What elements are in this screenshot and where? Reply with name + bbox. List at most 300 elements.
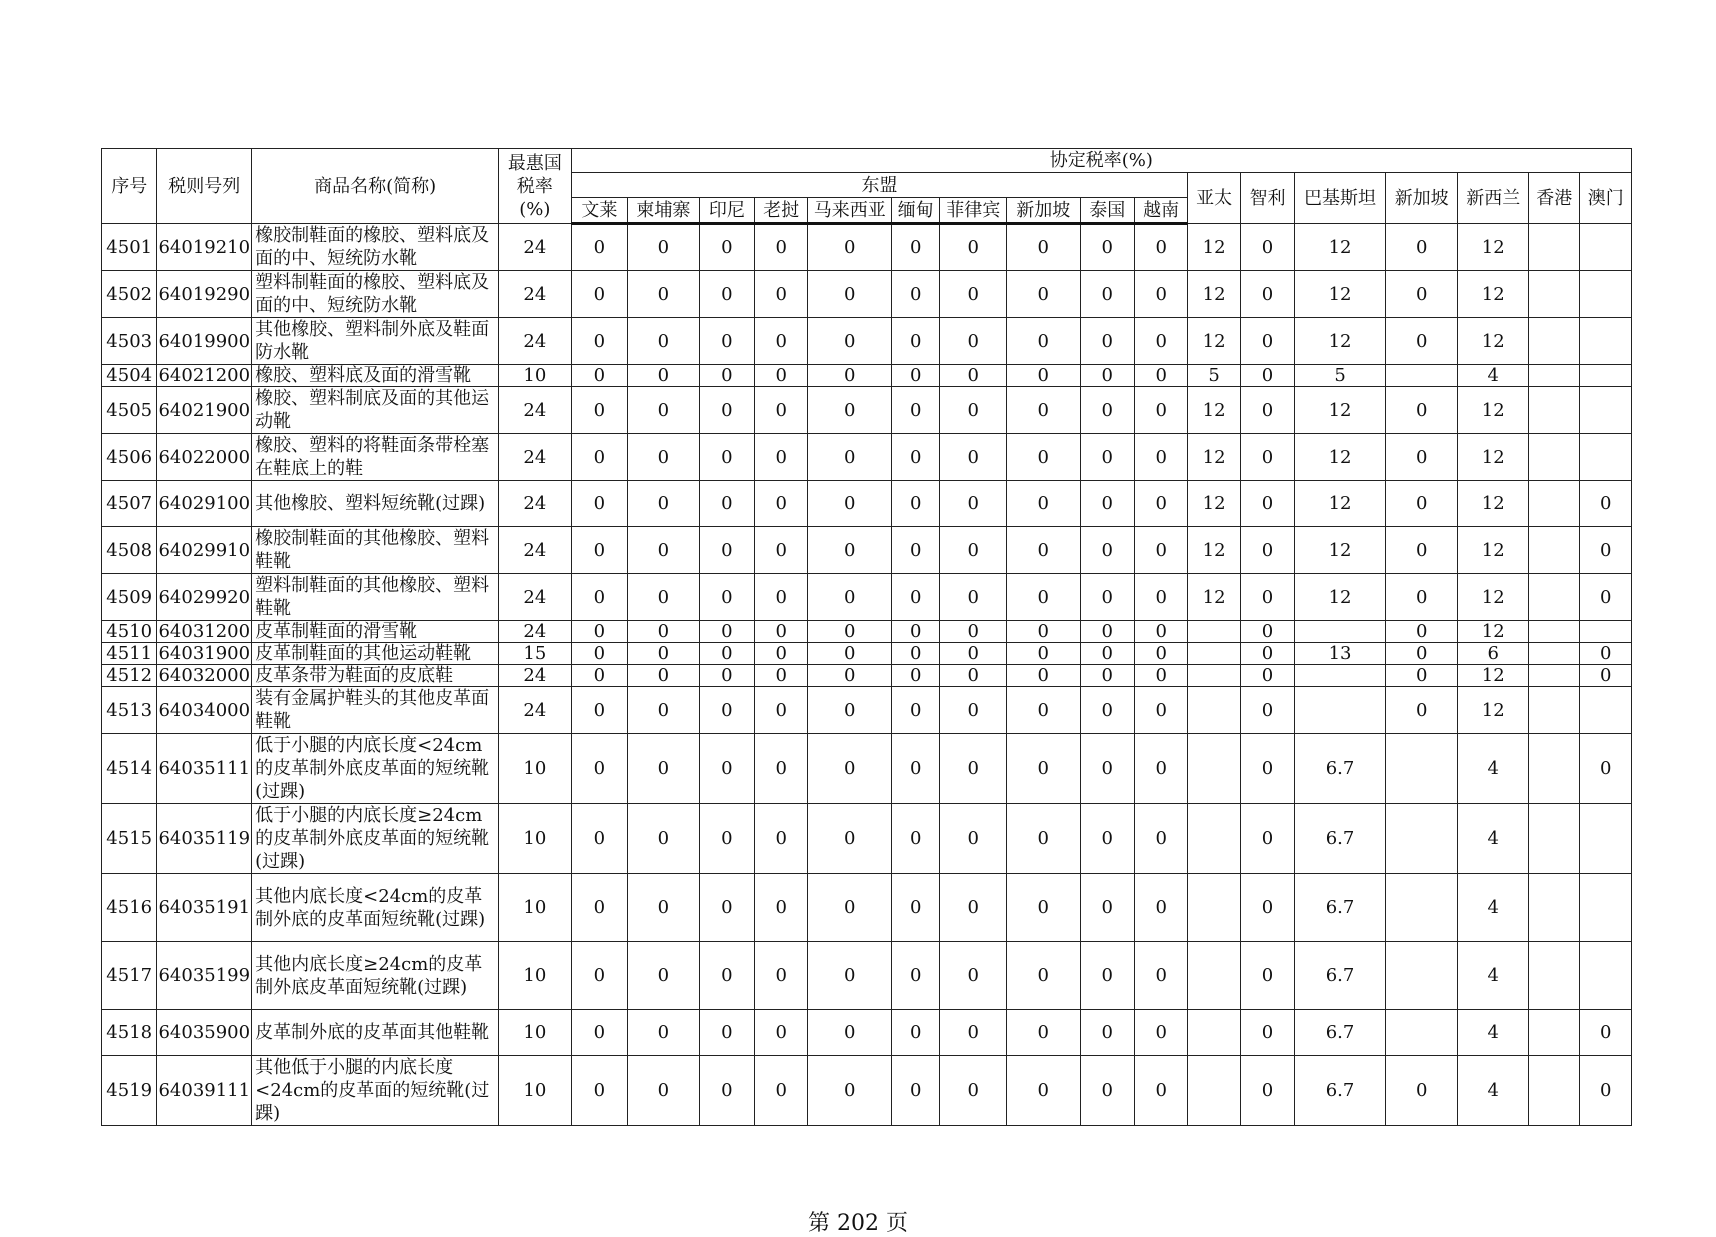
cell-agreement-rate xyxy=(1580,224,1632,271)
cell-agreement-rate: 0 xyxy=(1385,387,1458,434)
cell-agreement-rate: 0 xyxy=(1580,734,1632,804)
cell-agreement-rate xyxy=(1295,621,1386,643)
cell-product-name: 皮革制鞋面的滑雪靴 xyxy=(252,621,499,643)
header-other: 新加坡 xyxy=(1385,173,1458,224)
cell-agreement-rate xyxy=(1580,874,1632,942)
cell-agreement-rate: 0 xyxy=(1006,734,1080,804)
cell-agreement-rate: 0 xyxy=(1080,318,1134,365)
table-row xyxy=(102,643,1632,665)
cell-agreement-rate: 0 xyxy=(1006,621,1080,643)
cell-agreement-rate xyxy=(1580,804,1632,874)
cell-agreement-rate: 0 xyxy=(628,481,700,527)
cell-agreement-rate: 0 xyxy=(1240,1056,1294,1126)
table-row xyxy=(102,224,1632,271)
table-row xyxy=(102,942,1632,1010)
cell-mfn-rate: 24 xyxy=(499,387,572,434)
cell-agreement-rate: 0 xyxy=(1134,318,1187,365)
cell-agreement-rate xyxy=(1188,734,1240,804)
cell-agreement-rate: 12 xyxy=(1188,481,1240,527)
cell-agreement-rate: 0 xyxy=(940,874,1007,942)
cell-agreement-rate: 0 xyxy=(1080,271,1134,318)
cell-agreement-rate xyxy=(1529,804,1580,874)
cell-agreement-rate: 0 xyxy=(940,687,1007,734)
cell-agreement-rate: 0 xyxy=(808,365,892,387)
cell-agreement-rate: 0 xyxy=(755,387,808,434)
cell-tariff-code: 64031200 xyxy=(158,620,251,642)
cell-agreement-rate: 0 xyxy=(808,942,892,1010)
cell-agreement-rate xyxy=(1385,804,1458,874)
header-asean-member: 菲律宾 xyxy=(940,198,1007,224)
cell-agreement-rate: 0 xyxy=(1006,481,1080,527)
cell-agreement-rate: 0 xyxy=(1240,318,1294,365)
cell-agreement-rate xyxy=(1529,481,1580,527)
cell-agreement-rate: 0 xyxy=(755,271,808,318)
header-asean-member: 老挝 xyxy=(755,198,808,224)
cell-agreement-rate: 0 xyxy=(1006,1056,1080,1126)
cell-agreement-rate: 12 xyxy=(1188,527,1240,574)
cell-agreement-rate: 0 xyxy=(1240,804,1294,874)
cell-tariff-code: 64035900 xyxy=(157,1010,252,1056)
cell-tariff-code: 64032000 xyxy=(158,664,251,686)
cell-agreement-rate: 0 xyxy=(755,318,808,365)
header-other: 香港 xyxy=(1529,173,1580,224)
table-row xyxy=(102,621,1632,643)
cell-agreement-rate: 0 xyxy=(1240,1010,1294,1056)
cell-agreement-rate: 0 xyxy=(628,1010,700,1056)
cell-tariff-code: 64031900 xyxy=(158,642,251,664)
header-seq: 序号 xyxy=(102,149,157,224)
cell-agreement-rate: 0 xyxy=(755,1056,808,1126)
cell-agreement-rate xyxy=(1295,687,1386,734)
cell-agreement-rate: 0 xyxy=(1134,874,1187,942)
cell-agreement-rate xyxy=(1188,643,1240,665)
cell-mfn-rate: 24 xyxy=(499,574,572,621)
cell-agreement-rate: 0 xyxy=(1385,621,1458,643)
cell-seq: 4504 xyxy=(102,365,157,387)
cell-agreement-rate: 0 xyxy=(628,434,700,481)
cell-agreement-rate: 0 xyxy=(1240,574,1294,621)
cell-agreement-rate: 0 xyxy=(1385,224,1458,271)
cell-tariff-code: 64035199 xyxy=(157,942,252,1010)
cell-agreement-rate: 0 xyxy=(699,224,754,271)
cell-agreement-rate: 0 xyxy=(1580,1010,1632,1056)
cell-agreement-rate: 0 xyxy=(699,643,754,665)
cell-agreement-rate: 0 xyxy=(1080,574,1134,621)
cell-seq: 4515 xyxy=(102,804,157,874)
cell-agreement-rate: 12 xyxy=(1295,434,1386,481)
cell-agreement-rate: 0 xyxy=(628,318,700,365)
cell-agreement-rate: 0 xyxy=(571,621,627,643)
cell-mfn-rate: 24 xyxy=(499,224,572,271)
cell-seq: 4513 xyxy=(102,687,157,734)
cell-agreement-rate: 0 xyxy=(628,942,700,1010)
cell-agreement-rate: 0 xyxy=(808,804,892,874)
cell-agreement-rate: 0 xyxy=(571,734,627,804)
header-asean-member: 马来西亚 xyxy=(808,198,892,224)
cell-seq: 4519 xyxy=(102,1056,157,1126)
cell-agreement-rate: 0 xyxy=(1134,271,1187,318)
cell-agreement-rate: 0 xyxy=(571,804,627,874)
cell-mfn-rate: 24 xyxy=(499,621,572,643)
table-row xyxy=(102,1010,1632,1056)
cell-tariff-code: 64035111 xyxy=(157,734,252,804)
cell-agreement-rate: 0 xyxy=(571,434,627,481)
cell-agreement-rate: 0 xyxy=(699,434,754,481)
cell-agreement-rate: 0 xyxy=(571,1056,627,1126)
cell-agreement-rate: 12 xyxy=(1295,318,1386,365)
cell-agreement-rate: 0 xyxy=(755,942,808,1010)
header-asean-member: 越南 xyxy=(1134,198,1187,224)
cell-agreement-rate: 0 xyxy=(571,527,627,574)
cell-tariff-code: 64021900 xyxy=(157,387,252,434)
cell-product-name: 其他内底长度≥24cm的皮革制外底皮革面短统靴(过踝) xyxy=(252,942,499,1010)
cell-agreement-rate: 0 xyxy=(755,1010,808,1056)
cell-agreement-rate: 4 xyxy=(1458,1010,1529,1056)
cell-agreement-rate: 0 xyxy=(808,434,892,481)
cell-agreement-rate: 0 xyxy=(755,224,808,271)
cell-agreement-rate: 0 xyxy=(940,734,1007,804)
cell-agreement-rate: 0 xyxy=(1240,224,1294,271)
cell-agreement-rate: 0 xyxy=(628,621,700,643)
cell-agreement-rate: 0 xyxy=(808,665,892,687)
cell-tariff-code: 64019290 xyxy=(157,271,252,318)
cell-agreement-rate: 0 xyxy=(571,643,627,665)
cell-agreement-rate: 0 xyxy=(1006,527,1080,574)
cell-agreement-rate: 0 xyxy=(571,874,627,942)
cell-seq: 4501 xyxy=(102,224,157,271)
cell-agreement-rate: 0 xyxy=(755,527,808,574)
cell-agreement-rate: 12 xyxy=(1458,434,1529,481)
cell-agreement-rate xyxy=(1580,387,1632,434)
cell-agreement-rate: 0 xyxy=(808,527,892,574)
cell-agreement-rate: 0 xyxy=(1134,687,1187,734)
cell-agreement-rate xyxy=(1529,1010,1580,1056)
cell-tariff-code: 64022000 xyxy=(157,434,252,481)
cell-agreement-rate xyxy=(1385,874,1458,942)
cell-tariff-code: 64035119 xyxy=(157,804,252,874)
cell-agreement-rate: 0 xyxy=(892,224,940,271)
cell-product-name: 橡胶制鞋面的其他橡胶、塑料鞋靴 xyxy=(252,527,499,574)
cell-product-name: 低于小腿的内底长度<24cm的皮革制外底皮革面的短统靴(过踝) xyxy=(252,734,499,804)
cell-mfn-rate: 10 xyxy=(499,365,572,387)
cell-agreement-rate: 12 xyxy=(1188,224,1240,271)
cell-agreement-rate: 12 xyxy=(1458,224,1529,271)
cell-agreement-rate: 12 xyxy=(1458,481,1529,527)
cell-agreement-rate: 0 xyxy=(808,1010,892,1056)
cell-agreement-rate: 0 xyxy=(699,271,754,318)
cell-agreement-rate: 0 xyxy=(628,687,700,734)
cell-agreement-rate: 0 xyxy=(1080,643,1134,665)
cell-agreement-rate: 0 xyxy=(699,1010,754,1056)
cell-agreement-rate: 12 xyxy=(1188,434,1240,481)
cell-product-name: 其他内底长度<24cm的皮革制外底的皮革面短统靴(过踝) xyxy=(252,874,499,942)
cell-mfn-rate: 24 xyxy=(499,481,572,527)
cell-mfn-rate: 10 xyxy=(499,734,572,804)
cell-agreement-rate xyxy=(1188,621,1240,643)
cell-seq: 4511 xyxy=(102,643,157,665)
cell-agreement-rate: 0 xyxy=(892,687,940,734)
table-row xyxy=(102,434,1632,481)
cell-tariff-code: 64035191 xyxy=(157,874,252,942)
cell-agreement-rate: 0 xyxy=(571,224,627,271)
cell-agreement-rate: 0 xyxy=(892,318,940,365)
cell-agreement-rate: 0 xyxy=(1006,365,1080,387)
cell-agreement-rate xyxy=(1580,621,1632,643)
cell-tariff-code: 64019900 xyxy=(157,318,252,365)
cell-agreement-rate: 0 xyxy=(571,387,627,434)
cell-agreement-rate: 0 xyxy=(1080,687,1134,734)
cell-agreement-rate: 0 xyxy=(1006,942,1080,1010)
cell-agreement-rate: 0 xyxy=(1006,687,1080,734)
cell-agreement-rate: 0 xyxy=(940,527,1007,574)
cell-agreement-rate xyxy=(1295,665,1386,687)
cell-agreement-rate: 0 xyxy=(1385,574,1458,621)
cell-tariff-code: 64039111 xyxy=(157,1056,252,1126)
cell-agreement-rate: 0 xyxy=(892,434,940,481)
cell-mfn-rate: 24 xyxy=(499,318,572,365)
cell-agreement-rate xyxy=(1580,687,1632,734)
cell-agreement-rate: 0 xyxy=(699,318,754,365)
cell-agreement-rate xyxy=(1529,687,1580,734)
cell-agreement-rate: 0 xyxy=(892,365,940,387)
cell-agreement-rate: 12 xyxy=(1458,527,1529,574)
cell-agreement-rate: 0 xyxy=(1240,481,1294,527)
cell-agreement-rate: 0 xyxy=(1080,665,1134,687)
cell-agreement-rate: 0 xyxy=(940,271,1007,318)
header-other: 亚太 xyxy=(1188,173,1240,224)
cell-agreement-rate: 0 xyxy=(1240,621,1294,643)
cell-agreement-rate: 0 xyxy=(940,643,1007,665)
cell-agreement-rate: 0 xyxy=(892,643,940,665)
cell-tariff-code: 64029100 xyxy=(157,481,252,527)
cell-agreement-rate xyxy=(1529,387,1580,434)
cell-agreement-rate: 0 xyxy=(940,665,1007,687)
cell-agreement-rate: 0 xyxy=(1080,1010,1134,1056)
cell-agreement-rate: 0 xyxy=(1385,318,1458,365)
cell-agreement-rate: 0 xyxy=(699,687,754,734)
cell-agreement-rate: 0 xyxy=(1580,643,1632,665)
cell-agreement-rate xyxy=(1188,687,1240,734)
header-other: 智利 xyxy=(1240,173,1294,224)
cell-agreement-rate: 0 xyxy=(808,574,892,621)
cell-agreement-rate: 0 xyxy=(628,271,700,318)
cell-agreement-rate: 6.7 xyxy=(1295,734,1386,804)
cell-agreement-rate: 0 xyxy=(628,527,700,574)
header-asean-member: 缅甸 xyxy=(892,198,940,224)
cell-agreement-rate xyxy=(1529,434,1580,481)
cell-agreement-rate: 0 xyxy=(940,434,1007,481)
cell-agreement-rate xyxy=(1580,318,1632,365)
cell-agreement-rate: 0 xyxy=(892,665,940,687)
cell-agreement-rate: 0 xyxy=(628,387,700,434)
table-row xyxy=(102,665,1632,687)
cell-agreement-rate: 12 xyxy=(1458,574,1529,621)
cell-agreement-rate: 12 xyxy=(1188,271,1240,318)
cell-agreement-rate: 0 xyxy=(699,942,754,1010)
cell-agreement-rate: 0 xyxy=(1240,643,1294,665)
table-row xyxy=(102,271,1632,318)
cell-agreement-rate xyxy=(1529,1056,1580,1126)
cell-agreement-rate: 0 xyxy=(699,874,754,942)
cell-agreement-rate: 0 xyxy=(628,365,700,387)
cell-agreement-rate: 12 xyxy=(1188,574,1240,621)
cell-agreement-rate: 0 xyxy=(699,527,754,574)
cell-agreement-rate: 6 xyxy=(1458,643,1529,665)
cell-agreement-rate: 0 xyxy=(1240,687,1294,734)
cell-agreement-rate: 0 xyxy=(940,224,1007,271)
cell-agreement-rate: 0 xyxy=(571,942,627,1010)
cell-agreement-rate: 0 xyxy=(1006,804,1080,874)
cell-agreement-rate: 0 xyxy=(1080,874,1134,942)
cell-agreement-rate xyxy=(1385,734,1458,804)
cell-agreement-rate: 0 xyxy=(1385,1056,1458,1126)
tariff-table xyxy=(101,148,1632,1126)
cell-agreement-rate: 0 xyxy=(1240,271,1294,318)
table-row xyxy=(102,574,1632,621)
cell-agreement-rate: 0 xyxy=(571,1010,627,1056)
header-product-name: 商品名称(简称) xyxy=(252,149,499,224)
cell-agreement-rate: 0 xyxy=(1240,942,1294,1010)
cell-agreement-rate xyxy=(1188,942,1240,1010)
cell-seq: 4517 xyxy=(102,942,157,1010)
cell-agreement-rate: 0 xyxy=(1385,643,1458,665)
cell-agreement-rate: 0 xyxy=(755,874,808,942)
cell-seq: 4510 xyxy=(102,621,157,643)
cell-agreement-rate: 0 xyxy=(808,734,892,804)
cell-agreement-rate: 0 xyxy=(755,687,808,734)
cell-agreement-rate: 6.7 xyxy=(1295,1010,1386,1056)
cell-agreement-rate: 0 xyxy=(699,365,754,387)
cell-agreement-rate: 0 xyxy=(1134,804,1187,874)
cell-agreement-rate: 12 xyxy=(1295,387,1386,434)
cell-agreement-rate: 0 xyxy=(699,574,754,621)
cell-agreement-rate: 12 xyxy=(1458,665,1529,687)
table-row xyxy=(102,318,1632,365)
cell-agreement-rate: 0 xyxy=(892,481,940,527)
header-asean-member: 柬埔寨 xyxy=(628,198,700,224)
cell-agreement-rate: 0 xyxy=(940,1010,1007,1056)
cell-agreement-rate: 0 xyxy=(1134,224,1187,271)
cell-mfn-rate: 15 xyxy=(499,643,572,665)
cell-mfn-rate: 10 xyxy=(499,1056,572,1126)
cell-agreement-rate: 0 xyxy=(1080,224,1134,271)
header-asean-member: 文莱 xyxy=(571,198,627,224)
cell-agreement-rate: 4 xyxy=(1458,874,1529,942)
cell-agreement-rate: 0 xyxy=(1006,874,1080,942)
cell-agreement-rate: 0 xyxy=(1080,365,1134,387)
cell-agreement-rate xyxy=(1529,734,1580,804)
table-body xyxy=(102,224,1632,1126)
cell-agreement-rate: 0 xyxy=(1240,665,1294,687)
cell-agreement-rate: 0 xyxy=(1006,434,1080,481)
cell-agreement-rate: 0 xyxy=(1006,643,1080,665)
cell-agreement-rate: 0 xyxy=(940,387,1007,434)
cell-agreement-rate: 0 xyxy=(1080,527,1134,574)
cell-agreement-rate: 4 xyxy=(1458,734,1529,804)
cell-agreement-rate: 0 xyxy=(699,387,754,434)
header-other: 澳门 xyxy=(1580,173,1632,224)
header-mfn-rate xyxy=(499,149,572,224)
cell-product-name: 低于小腿的内底长度≥24cm的皮革制外底皮革面的短统靴(过踝) xyxy=(252,804,499,874)
cell-agreement-rate: 0 xyxy=(1240,387,1294,434)
cell-agreement-rate: 0 xyxy=(571,318,627,365)
cell-agreement-rate: 4 xyxy=(1458,804,1529,874)
cell-agreement-rate: 0 xyxy=(1240,734,1294,804)
cell-agreement-rate: 13 xyxy=(1295,643,1386,665)
cell-agreement-rate xyxy=(1385,942,1458,1010)
cell-agreement-rate xyxy=(1385,1010,1458,1056)
cell-product-name: 塑料制鞋面的其他橡胶、塑料鞋靴 xyxy=(252,574,499,621)
cell-agreement-rate xyxy=(1188,804,1240,874)
table-row xyxy=(102,365,1632,387)
cell-mfn-rate: 10 xyxy=(499,942,572,1010)
header-other: 巴基斯坦 xyxy=(1295,173,1386,224)
cell-agreement-rate: 0 xyxy=(1580,574,1632,621)
cell-product-name: 其他低于小腿的内底长度<24cm的皮革面的短统靴(过踝) xyxy=(252,1056,499,1126)
cell-agreement-rate: 0 xyxy=(755,365,808,387)
cell-agreement-rate: 0 xyxy=(628,804,700,874)
cell-agreement-rate: 12 xyxy=(1458,387,1529,434)
cell-agreement-rate: 0 xyxy=(1134,643,1187,665)
cell-agreement-rate: 0 xyxy=(1134,1010,1187,1056)
cell-agreement-rate: 0 xyxy=(940,621,1007,643)
cell-tariff-code: 64021200 xyxy=(158,364,251,386)
table-row xyxy=(102,687,1632,734)
cell-agreement-rate xyxy=(1385,365,1458,387)
cell-agreement-rate: 0 xyxy=(940,1056,1007,1126)
cell-agreement-rate: 0 xyxy=(699,621,754,643)
table-row xyxy=(102,387,1632,434)
cell-agreement-rate: 0 xyxy=(699,734,754,804)
cell-agreement-rate: 0 xyxy=(808,874,892,942)
cell-mfn-rate: 24 xyxy=(499,434,572,481)
cell-agreement-rate: 0 xyxy=(1006,1010,1080,1056)
cell-agreement-rate: 12 xyxy=(1295,224,1386,271)
page-number: 第 202 页 xyxy=(808,1211,908,1236)
cell-agreement-rate: 0 xyxy=(571,481,627,527)
cell-agreement-rate: 4 xyxy=(1458,942,1529,1010)
header-other: 新西兰 xyxy=(1458,173,1529,224)
cell-agreement-rate: 12 xyxy=(1295,527,1386,574)
cell-seq: 4516 xyxy=(102,874,157,942)
cell-agreement-rate: 0 xyxy=(628,574,700,621)
cell-product-name: 皮革制鞋面的其他运动鞋靴 xyxy=(252,643,499,665)
cell-seq: 4505 xyxy=(102,387,157,434)
cell-agreement-rate xyxy=(1580,365,1632,387)
cell-agreement-rate: 0 xyxy=(1580,665,1632,687)
header-mfn-line1: 最惠国 xyxy=(507,152,562,174)
cell-product-name: 装有金属护鞋头的其他皮革面鞋靴 xyxy=(252,687,499,734)
cell-agreement-rate: 0 xyxy=(940,942,1007,1010)
cell-agreement-rate: 0 xyxy=(755,643,808,665)
cell-agreement-rate: 0 xyxy=(699,804,754,874)
table-row xyxy=(102,527,1632,574)
cell-agreement-rate: 0 xyxy=(571,271,627,318)
cell-agreement-rate: 0 xyxy=(1385,665,1458,687)
cell-agreement-rate: 0 xyxy=(1385,434,1458,481)
cell-agreement-rate: 0 xyxy=(940,481,1007,527)
cell-product-name: 橡胶、塑料制底及面的其他运动靴 xyxy=(252,387,499,434)
cell-seq: 4508 xyxy=(102,527,157,574)
cell-agreement-rate: 0 xyxy=(892,621,940,643)
table-row xyxy=(102,804,1632,874)
cell-agreement-rate: 0 xyxy=(628,1056,700,1126)
cell-agreement-rate: 0 xyxy=(1134,527,1187,574)
cell-agreement-rate: 0 xyxy=(1006,387,1080,434)
cell-product-name: 其他橡胶、塑料短统靴(过踝) xyxy=(252,481,499,527)
cell-seq: 4512 xyxy=(102,665,157,687)
header-mfn-line2: 税率 xyxy=(516,175,553,197)
